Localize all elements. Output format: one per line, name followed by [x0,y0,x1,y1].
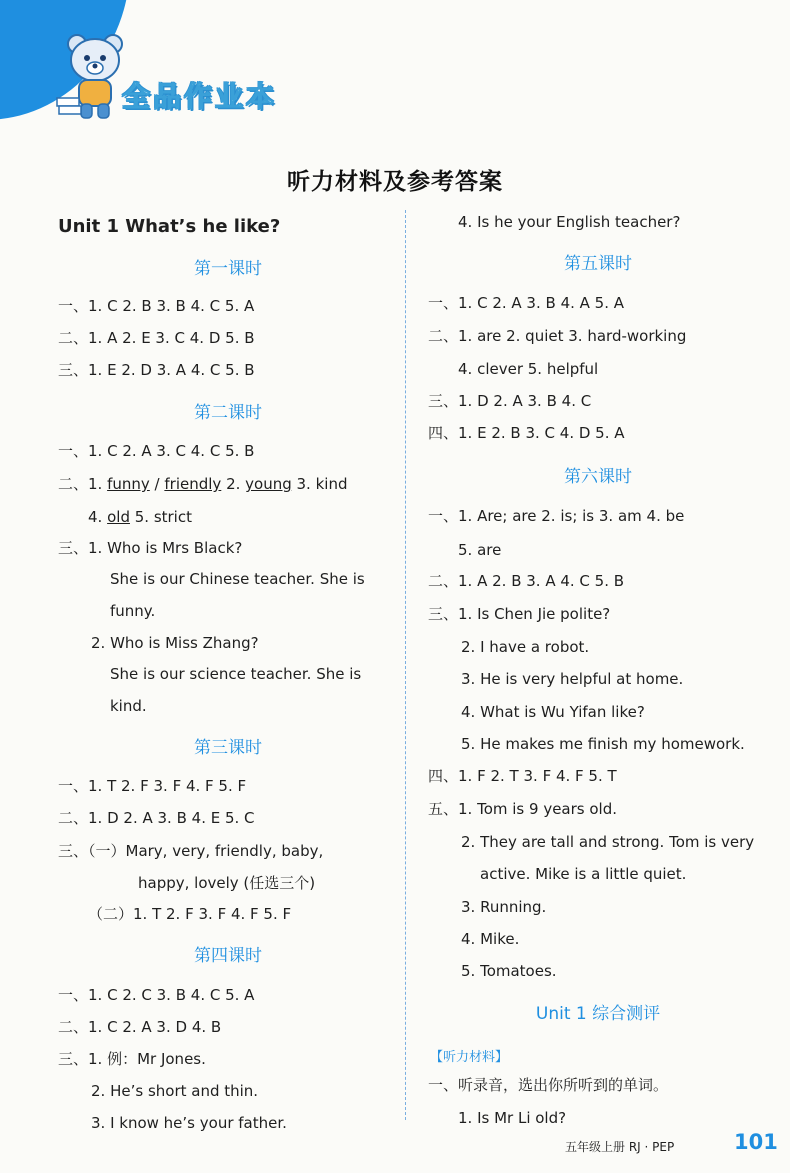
page-title: 听力材料及参考答案 [287,169,503,195]
answer-line: 四、1. E 2. B 3. C 4. D 5. A [428,424,625,442]
answer-text: 2. [221,475,246,493]
lesson-title: 第五课时 [564,254,632,274]
answer-line: 2. He’s short and thin. [91,1082,259,1100]
answer-line: 三、（一）Mary, very, friendly, baby, [58,842,324,860]
answer-line: 一、1. C 2. C 3. B 4. C 5. A [58,986,255,1004]
section-title: Unit 1 综合测评 [535,1004,661,1024]
answer-word: friendly [164,475,222,493]
answer-line: 一、1. C 2. A 3. B 4. A 5. A [428,294,625,312]
answer-line: 4. Mike. [461,930,520,948]
unit-title: Unit 1 What’s he like? [58,216,281,237]
answer-text: 3. kind [291,475,348,493]
answer-line: 3. I know he’s your father. [91,1114,287,1132]
section-tag: 【听力材料】 [430,1050,509,1065]
answer-line: 一、听录音，选出你所听到的单词。 [428,1076,669,1094]
answer-line: 5. He makes me finish my homework. [461,735,745,753]
answer-line: 二、1. are 2. quiet 3. hard-working [428,327,687,345]
answer-text: 5. strict [129,508,192,526]
answer-word: old [107,508,130,526]
answer-word: funny [107,475,150,493]
answer-line: 一、1. Are; are 2. is; is 3. am 4. be [428,507,685,525]
answer-line: 5. are [458,541,502,559]
lesson-title: 第二课时 [194,403,262,423]
answer-prefix: 4. [88,508,108,526]
answer-line: 二、1. A 2. B 3. A 4. C 5. B [428,572,625,590]
answer-line: 5. Tomatoes. [461,962,557,980]
brand-logo [55,28,325,123]
answer-line: 2. They are tall and strong. Tom is very [461,833,755,851]
answer-line: 2. I have a robot. [461,638,590,656]
answer-line: （二）1. T 2. F 3. F 4. F 5. F [88,905,292,923]
answer-line: 一、1. C 2. A 3. C 4. C 5. B [58,442,255,460]
lesson-title: 第一课时 [194,259,262,279]
answer-line: 4. Is he your English teacher? [458,213,681,231]
answer-line: 五、1. Tom is 9 years old. [428,800,617,818]
answer-line: 4. What is Wu Yifan like? [461,703,645,721]
answer-line: 4. clever 5. helpful [458,360,599,378]
answer-word: young [245,475,292,493]
answer-line: active. Mike is a little quiet. [480,865,687,883]
lesson-title: 第三课时 [194,738,262,758]
column-divider [405,210,406,1120]
answer-line: 一、1. T 2. F 3. F 4. F 5. F [58,777,247,795]
answer-line: 2. Who is Miss Zhang? [91,634,259,652]
answer-line: She is our Chinese teacher. She is [110,570,365,588]
answer-separator: / [149,475,165,493]
answer-line: 3. Running. [461,898,547,916]
answer-line [58,474,347,494]
answer-line: She is our science teacher. She is [110,665,362,683]
answer-line: funny. [110,602,156,620]
answer-line: kind. [110,697,147,715]
answer-line: 三、1. E 2. D 3. A 4. C 5. B [58,361,255,379]
answer-line: happy, lovely (任选三个) [138,874,316,892]
lesson-title: 第六课时 [564,467,632,487]
page-number: 101 [734,1130,778,1154]
brand-name: 全品作业本 [122,80,278,113]
answer-line: 四、1. F 2. T 3. F 4. F 5. T [428,767,617,785]
answer-line: 三、1. Who is Mrs Black? [58,539,243,557]
grade-label: 五年级上册 RJ · PEP [565,1140,675,1154]
lesson-title: 第四课时 [194,946,262,966]
answer-line: 1. Is Mr Li old? [458,1109,567,1127]
answer-line: 一、1. C 2. B 3. B 4. C 5. A [58,297,255,315]
answer-line: 二、1. A 2. E 3. C 4. D 5. B [58,329,255,347]
answer-prefix: 二、1. [58,475,108,493]
answer-line: 二、1. D 2. A 3. B 4. E 5. C [58,809,255,827]
answer-line: 二、1. C 2. A 3. D 4. B [58,1018,222,1036]
answer-line: 三、1. D 2. A 3. B 4. C [428,392,592,410]
answer-line [88,507,192,527]
answer-line: 三、1. Is Chen Jie polite? [428,605,611,623]
answer-line: 三、1. 例：Mr Jones. [58,1050,206,1068]
answer-line: 3. He is very helpful at home. [461,670,684,688]
